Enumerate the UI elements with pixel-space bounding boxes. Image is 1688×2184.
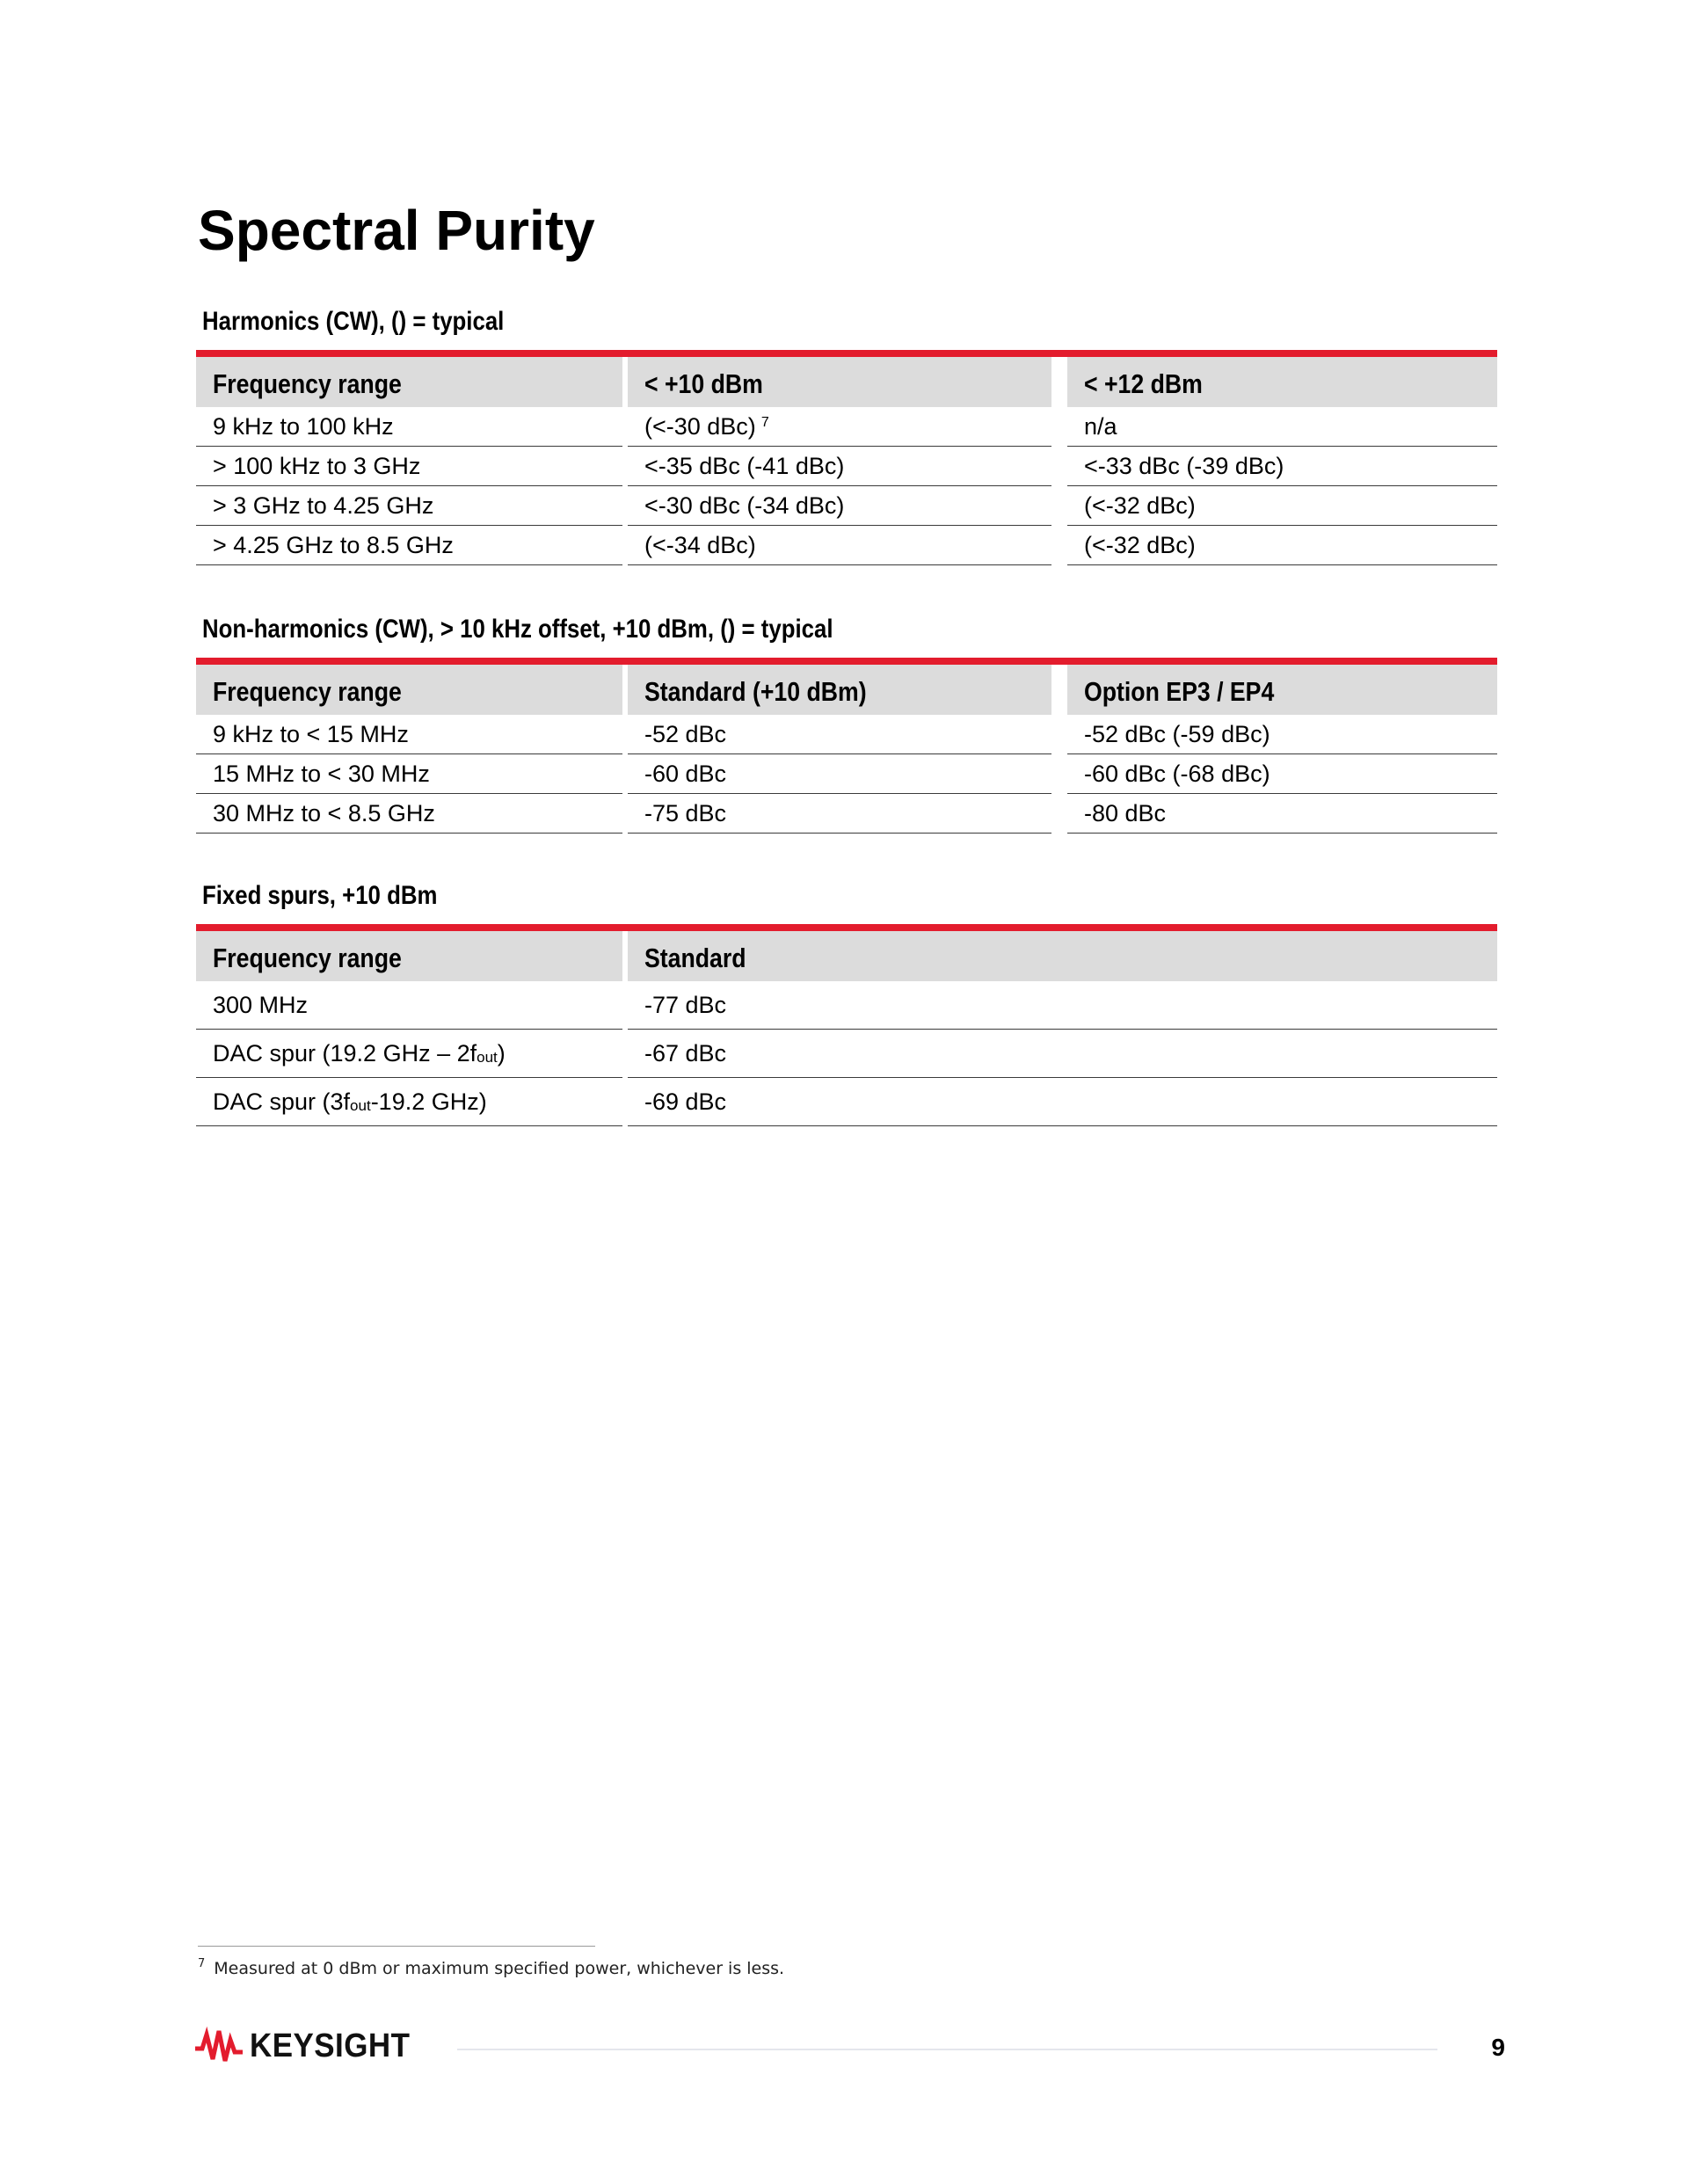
table-cell: (<-32 dBc) — [1067, 526, 1497, 565]
harmonics-red-bar — [196, 350, 622, 357]
harmonics-section-title: Harmonics (CW), () = typical — [202, 307, 505, 336]
table-cell: 9 kHz to < 15 MHz — [196, 715, 622, 754]
table-cell: n/a — [1067, 407, 1497, 447]
nonharmonics-table — [196, 658, 1497, 834]
fixed-spurs-section-title: Fixed spurs, +10 dBm — [202, 881, 438, 910]
table-cell: <-33 dBc (-39 dBc) — [1067, 447, 1497, 486]
table-cell: > 4.25 GHz to 8.5 GHz — [196, 526, 622, 565]
table-cell: <-35 dBc (-41 dBc) — [628, 447, 1051, 486]
table-cell: > 100 kHz to 3 GHz — [196, 447, 622, 486]
harmonics-table — [196, 350, 1497, 565]
table-cell: -52 dBc — [628, 715, 1051, 754]
fixed-spurs-red-bar — [196, 924, 622, 931]
table-header-cell: Standard (+10 dBm) — [628, 665, 1051, 715]
table-header-cell: < +10 dBm — [628, 357, 1051, 407]
table-cell: -60 dBc (-68 dBc) — [1067, 754, 1497, 794]
table-cell: -80 dBc — [1067, 794, 1497, 834]
footnote-ref: 7 — [760, 415, 769, 430]
table-cell: -52 dBc (-59 dBc) — [1067, 715, 1497, 754]
table-cell: (<-32 dBc) — [1067, 486, 1497, 526]
footnote — [198, 1959, 784, 1978]
table-header-cell: Standard — [628, 931, 1497, 981]
table-header-cell: Frequency range — [196, 357, 622, 407]
table-cell: 30 MHz to < 8.5 GHz — [196, 794, 622, 834]
table-header-cell: < +12 dBm — [1067, 357, 1497, 407]
table-cell: <-30 dBc (-34 dBc) — [628, 486, 1051, 526]
nonharmonics-red-bar — [196, 658, 622, 665]
table-cell: > 3 GHz to 4.25 GHz — [196, 486, 622, 526]
table-cell: 300 MHz — [196, 981, 622, 1030]
page-title: Spectral Purity — [198, 199, 595, 262]
page-number: 9 — [1491, 2034, 1505, 2061]
table-cell: (<-34 dBc) — [628, 526, 1051, 565]
footnote-divider — [198, 1946, 595, 1947]
table-cell: -75 dBc — [628, 794, 1051, 834]
footnote-mark: 7 — [198, 1957, 206, 1970]
keysight-wave-icon — [193, 2026, 244, 2066]
brand-name: KEYSIGHT — [250, 2027, 411, 2064]
table-cell: -67 dBc — [628, 1030, 1497, 1078]
fixed-spurs-table — [196, 924, 1497, 1126]
table-cell: 15 MHz to < 30 MHz — [196, 754, 622, 794]
table-header-cell: Option EP3 / EP4 — [1067, 665, 1497, 715]
table-cell: -77 dBc — [628, 981, 1497, 1030]
table-cell: 9 kHz to 100 kHz — [196, 407, 622, 447]
keysight-logo — [193, 2026, 424, 2066]
table-header-cell: Frequency range — [196, 931, 622, 981]
nonharmonics-section-title: Non-harmonics (CW), > 10 kHz offset, +10 dBm, () = typical — [202, 615, 833, 644]
table-cell: -69 dBc — [628, 1078, 1497, 1126]
table-cell: (<-30 dBc) $^7$ — [628, 407, 1051, 447]
table-cell: DAC spur (3f out -19.2 GHz) — [196, 1078, 622, 1126]
table-cell: DAC spur (19.2 GHz – 2f out ) — [196, 1030, 622, 1078]
footer-divider — [457, 2049, 1437, 2050]
table-header-cell: Frequency range — [196, 665, 622, 715]
footnote-text: Measured at 0 dBm or maximum specified power, whichever is less. — [214, 1959, 785, 1978]
table-cell: -60 dBc — [628, 754, 1051, 794]
